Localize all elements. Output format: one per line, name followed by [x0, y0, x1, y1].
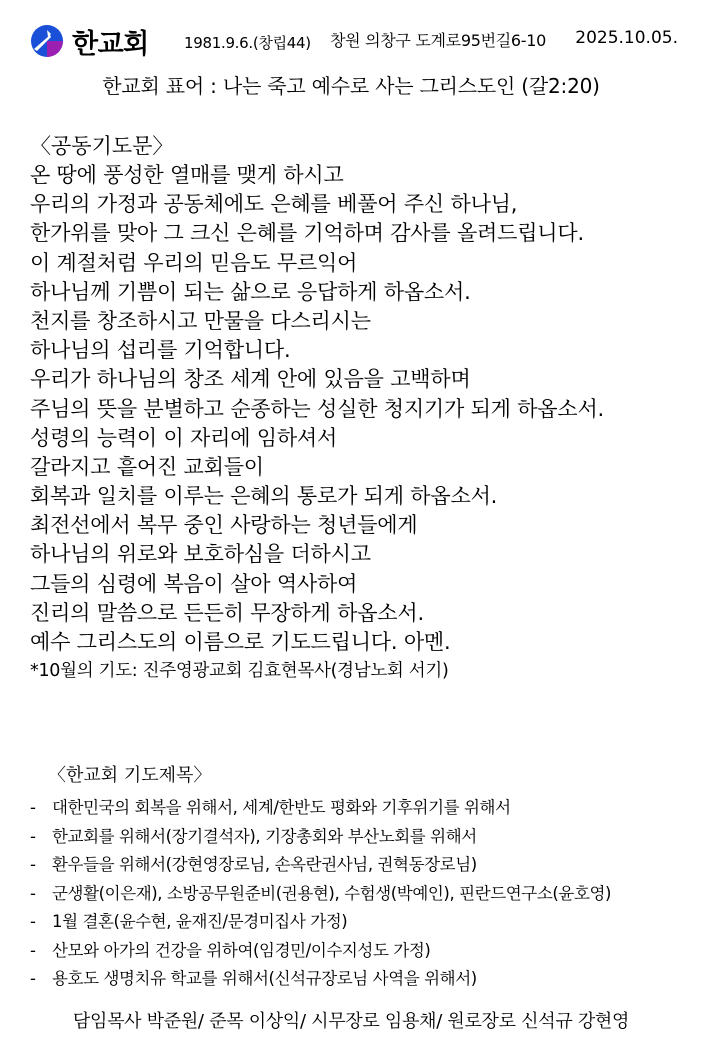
prayer-line: 진리의 말씀으로 든든히 무장하게 하옵소서. — [30, 600, 424, 625]
prayer-line: 이 계절처럼 우리의 믿음도 무르익어 — [30, 250, 358, 275]
prayer-line: 예수 그리스도의 이름으로 기도드립니다. 아멘. — [30, 630, 451, 654]
topic-bullet: - — [30, 855, 36, 874]
topic-bullet: - — [30, 912, 36, 931]
church-logo-icon — [30, 24, 64, 58]
prayer-line: 하나님의 위로와 보호하심을 더하시고 — [30, 542, 371, 567]
prayer-line: 회복과 일치를 이루는 은혜의 통로가 되게 하옵소서. — [30, 484, 498, 509]
topic-item — [30, 908, 690, 937]
prayer-line: 온 땅에 풍성한 열매를 맺게 하시고 — [30, 163, 344, 187]
topic-text: 1월 결혼(윤수현, 윤재진/문경미집사 가정) — [52, 912, 348, 931]
prayer-credit: *10월의 기도: 진주영광교회 김효현목사(경남노회 서기) — [30, 661, 449, 682]
prayer-line: 갈라지고 흩어진 교회들이 — [30, 454, 264, 479]
pastoral-staff-footer: 담임목사 박준원/ 준목 이상익/ 시무장로 임용채/ 원로장로 신석규 강현영 — [72, 1011, 630, 1032]
founded-date: 1981.9.6.(창립44) — [184, 34, 311, 52]
prayer-title: 〈공동기도문〉 — [30, 134, 174, 158]
topic-text: 군생활(이은재), 소방공무원준비(권용현), 수험생(박예인), 핀란드연구소(윤호영) — [52, 883, 612, 903]
prayer-line: 우리의 가정과 공동체에도 은혜를 베풀어 주신 하나님, — [30, 192, 518, 217]
topic-bullet: - — [30, 826, 36, 846]
prayer-line: 성령의 능력이 이 자리에 임하셔서 — [30, 425, 338, 450]
prayer-line: 천지를 창조하시고 만물을 다스리시는 — [30, 308, 371, 333]
topics-title: 〈한교회 기도제목〉 — [48, 765, 212, 786]
prayer-topics — [30, 762, 690, 994]
prayer-line: 주님의 뜻을 분별하고 순종하는 성실한 청지기가 되게 하옵소서. — [30, 396, 605, 421]
bulletin-date: 2025.10.05. — [575, 28, 678, 48]
topic-item — [30, 794, 690, 823]
prayer-line: 그들의 심령에 복음이 살아 역사하여 — [30, 571, 358, 596]
topic-bullet: - — [30, 883, 36, 903]
topic-item — [30, 880, 690, 909]
prayer-line: 한가위를 맞아 그 크신 은혜를 기억하며 감사를 올려드립니다. — [30, 221, 584, 246]
topic-text: 대한민국의 회복을 위해서, 세계/한반도 평화와 기후위기를 위해서 — [52, 798, 511, 817]
prayer-line: 하나님께 기쁨이 되는 삶으로 응답하게 하옵소서. — [30, 279, 471, 304]
topic-item — [30, 965, 690, 994]
topic-text: 환우들을 위해서(강현영장로님, 손옥란권사님, 권혁동장로님) — [52, 855, 477, 874]
topic-item — [30, 823, 690, 852]
prayer-line: 하나님의 섭리를 기억합니다. — [30, 338, 291, 363]
topic-text: 한교회를 위해서(장기결석자), 기장총회와 부산노회를 위해서 — [52, 826, 477, 846]
topic-bullet: - — [30, 798, 36, 817]
common-prayer — [30, 132, 690, 686]
topic-item — [30, 851, 690, 880]
church-name: 한교회 — [72, 29, 149, 60]
topic-bullet: - — [30, 969, 36, 988]
topic-item — [30, 937, 690, 966]
topic-text: 산모와 아가의 건강을 위하여(임경민/이수지성도 가정) — [52, 940, 431, 960]
prayer-line: 최전선에서 복무 중인 사랑하는 청년들에게 — [30, 513, 418, 538]
church-motto: 한교회 표어 : 나는 죽고 예수로 사는 그리스도인 (갈2:20) — [102, 74, 600, 98]
church-address: 창원 의창구 도계로95번길6-10 — [330, 31, 547, 50]
bulletin-header — [30, 22, 690, 58]
topic-bullet: - — [30, 940, 36, 960]
topic-text: 용호도 생명치유 학교를 위해서(신석규장로님 사역을 위해서) — [52, 969, 477, 988]
prayer-line: 우리가 하나님의 창조 세계 안에 있음을 고백하며 — [30, 367, 471, 392]
